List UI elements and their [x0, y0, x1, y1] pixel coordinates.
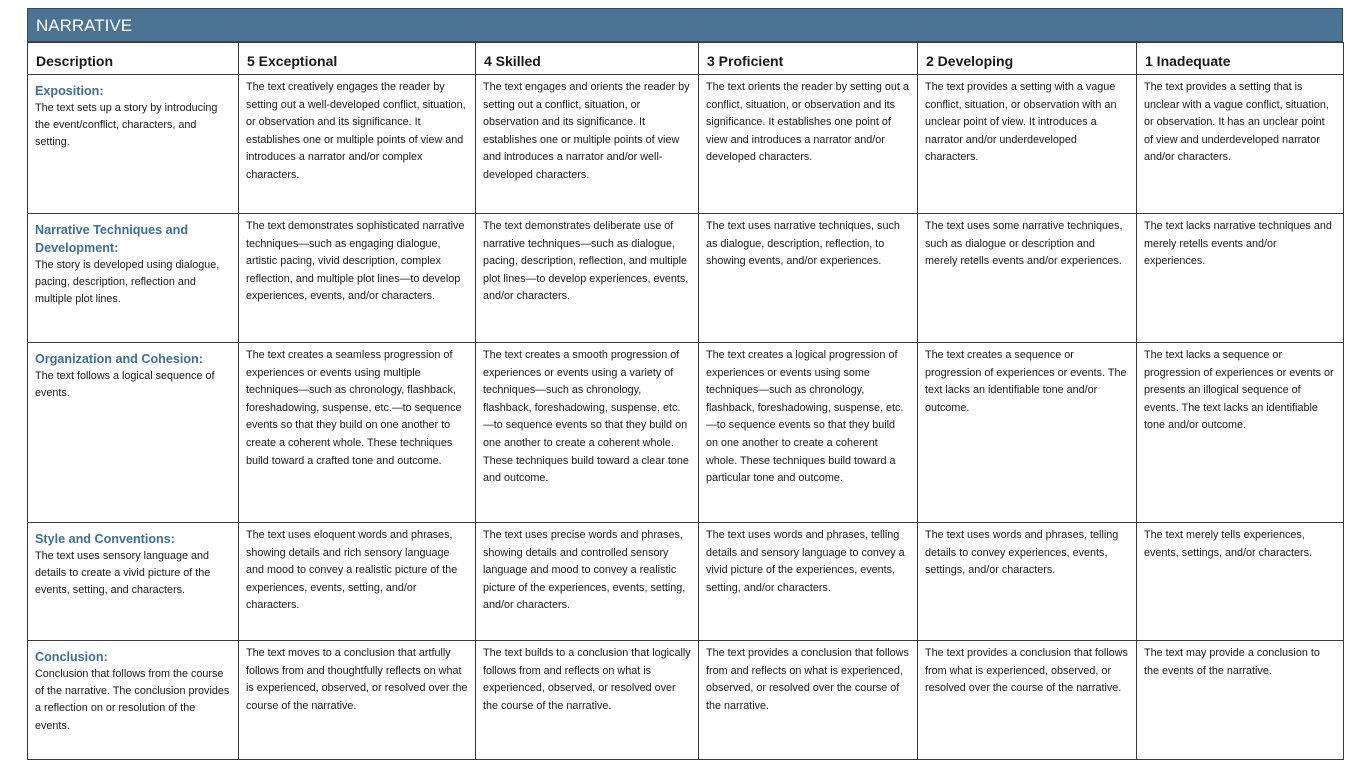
header-score-2: 2 Developing [918, 43, 1137, 75]
cell-score-3: The text creates a logical progression of experiences or events using some techniques—such as chronology, flashback, foreshadowing, suspense, etc.—to sequence events so that they build on one another to create a coherent whole. These techniques build toward a particular tone and outcome. [699, 343, 918, 523]
criterion-cell [28, 523, 239, 641]
rubric-title: NARRATIVE [27, 8, 1343, 42]
cell-score-4: The text uses precise words and phrases, showing details and controlled sensory language and mood to convey a realistic picture of the experiences, events, setting, and/or characters. [476, 523, 699, 641]
cell-score-5: The text demonstrates sophisticated narrative techniques—such as engaging dialogue, artistic pacing, vivid description, complex reflection, and multiple plot lines—to develop experiences, events, and/or characters. [239, 214, 476, 343]
cell-score-5: The text moves to a conclusion that artfully follows from and thoughtfully reflects on what is experienced, observed, or resolved over the course of the narrative. [239, 641, 476, 760]
criterion-title: Organization and Cohesion: [35, 352, 203, 366]
cell-score-2: The text uses words and phrases, telling details to convey experiences, events, settings, and/or characters. [918, 523, 1137, 641]
cell-score-2: The text provides a conclusion that follows from what is experienced, observed, or resolved over the course of the narrative. [918, 641, 1137, 760]
cell-score-3: The text provides a conclusion that follows from and reflects on what is experienced, observed, or resolved over the course of the narrative. [699, 641, 918, 760]
header-description: Description [28, 43, 239, 75]
cell-score-4: The text demonstrates deliberate use of narrative techniques—such as dialogue, pacing, description, reflection, and multiple plot lines—to develop experiences, events, and/or characters. [476, 214, 699, 343]
cell-score-3: The text uses narrative techniques, such as dialogue, description, reflection, to showing events, and/or experiences. [699, 214, 918, 343]
cell-score-4: The text engages and orients the reader by setting out a conflict, situation, or observation and its significance. It establishes one or multiple points of view and introduces a narrator and/or well-developed characters. [476, 75, 699, 214]
cell-score-4: The text creates a smooth progression of experiences or events using a variety of techniques—such as chronology, flashback, foreshadowing, suspense, etc.—to sequence events so that they build on one another to create a coherent whole. These techniques build toward a clear tone and outcome. [476, 343, 699, 523]
row-narrative-techniques [28, 214, 1344, 343]
criterion-cell [28, 641, 239, 760]
rubric [27, 8, 1343, 760]
cell-score-2: The text provides a setting with a vague conflict, situation, or observation with an unclear point of view. It introduces a narrator and/or underdeveloped characters. [918, 75, 1137, 214]
row-organization [28, 343, 1344, 523]
cell-score-1: The text merely tells experiences, events, settings, and/or characters. [1137, 523, 1344, 641]
cell-score-3: The text orients the reader by setting out a conflict, situation, or observation and its significance. It establishes one point of view and introduces a narrator and/or developed characters. [699, 75, 918, 214]
cell-score-2: The text uses some narrative techniques, such as dialogue or description and merely retells events and/or experiences. [918, 214, 1137, 343]
criterion-description: The text sets up a story by introducing the event/conflict, characters, and setting. [35, 102, 218, 149]
row-conclusion [28, 641, 1344, 760]
cell-score-2: The text creates a sequence or progression of experiences or events. The text lacks an identifiable tone and/or outcome. [918, 343, 1137, 523]
cell-score-1: The text lacks a sequence or progression of experiences or events or presents an illogical sequence of events. The text lacks an identifiable tone and/or outcome. [1137, 343, 1344, 523]
cell-score-3: The text uses words and phrases, telling details and sensory language to convey a vivid picture of the experiences, events, setting, and/or characters. [699, 523, 918, 641]
header-score-1: 1 Inadequate [1137, 43, 1344, 75]
criterion-title: Conclusion: [35, 650, 108, 664]
criterion-description: Conclusion that follows from the course of the narrative. The conclusion provides a reflection on or resolution of the events. [35, 668, 230, 732]
rubric-table [27, 42, 1344, 760]
cell-score-5: The text uses eloquent words and phrases, showing details and rich sensory language and mood to convey a realistic picture of the experiences, events, setting, and/or characters. [239, 523, 476, 641]
header-score-4: 4 Skilled [476, 43, 699, 75]
criterion-cell [28, 343, 239, 523]
cell-score-1: The text lacks narrative techniques and merely retells events and/or experiences. [1137, 214, 1344, 343]
cell-score-4: The text builds to a conclusion that logically follows from and reflects on what is experienced, observed, or resolved over the course of the narrative. [476, 641, 699, 760]
criterion-description: The text uses sensory language and details to create a vivid picture of the events, setting, and characters. [35, 550, 211, 597]
criterion-cell [28, 214, 239, 343]
cell-score-1: The text may provide a conclusion to the events of the narrative. [1137, 641, 1344, 760]
criterion-title: Exposition: [35, 84, 104, 98]
header-row [28, 43, 1344, 75]
criterion-title: Narrative Techniques and Development: [35, 223, 189, 255]
row-style [28, 523, 1344, 641]
cell-score-1: The text provides a setting that is unclear with a vague conflict, situation, or observation. It has an unclear point of view and underdeveloped narrator and/or characters. [1137, 75, 1344, 214]
cell-score-5: The text creates a seamless progression of experiences or events using multiple techniques—such as chronology, flashback, foreshadowing, suspense, etc.—to sequence events so that they build on one another to create a coherent whole. These techniques build toward a crafted tone and outcome. [239, 343, 476, 523]
header-score-3: 3 Proficient [699, 43, 918, 75]
row-exposition [28, 75, 1344, 214]
criterion-description: The story is developed using dialogue, pacing, description, reflection and multiple plot lines. [35, 259, 220, 306]
header-score-5: 5 Exceptional [239, 43, 476, 75]
cell-score-5: The text creatively engages the reader by setting out a well-developed conflict, situation, or observation and its significance. It establishes one or multiple points of view and introduces a narrator and/or complex characters. [239, 75, 476, 214]
criterion-description: The text follows a logical sequence of events. [35, 370, 215, 400]
criterion-title: Style and Conventions: [35, 532, 175, 546]
criterion-cell [28, 75, 239, 214]
